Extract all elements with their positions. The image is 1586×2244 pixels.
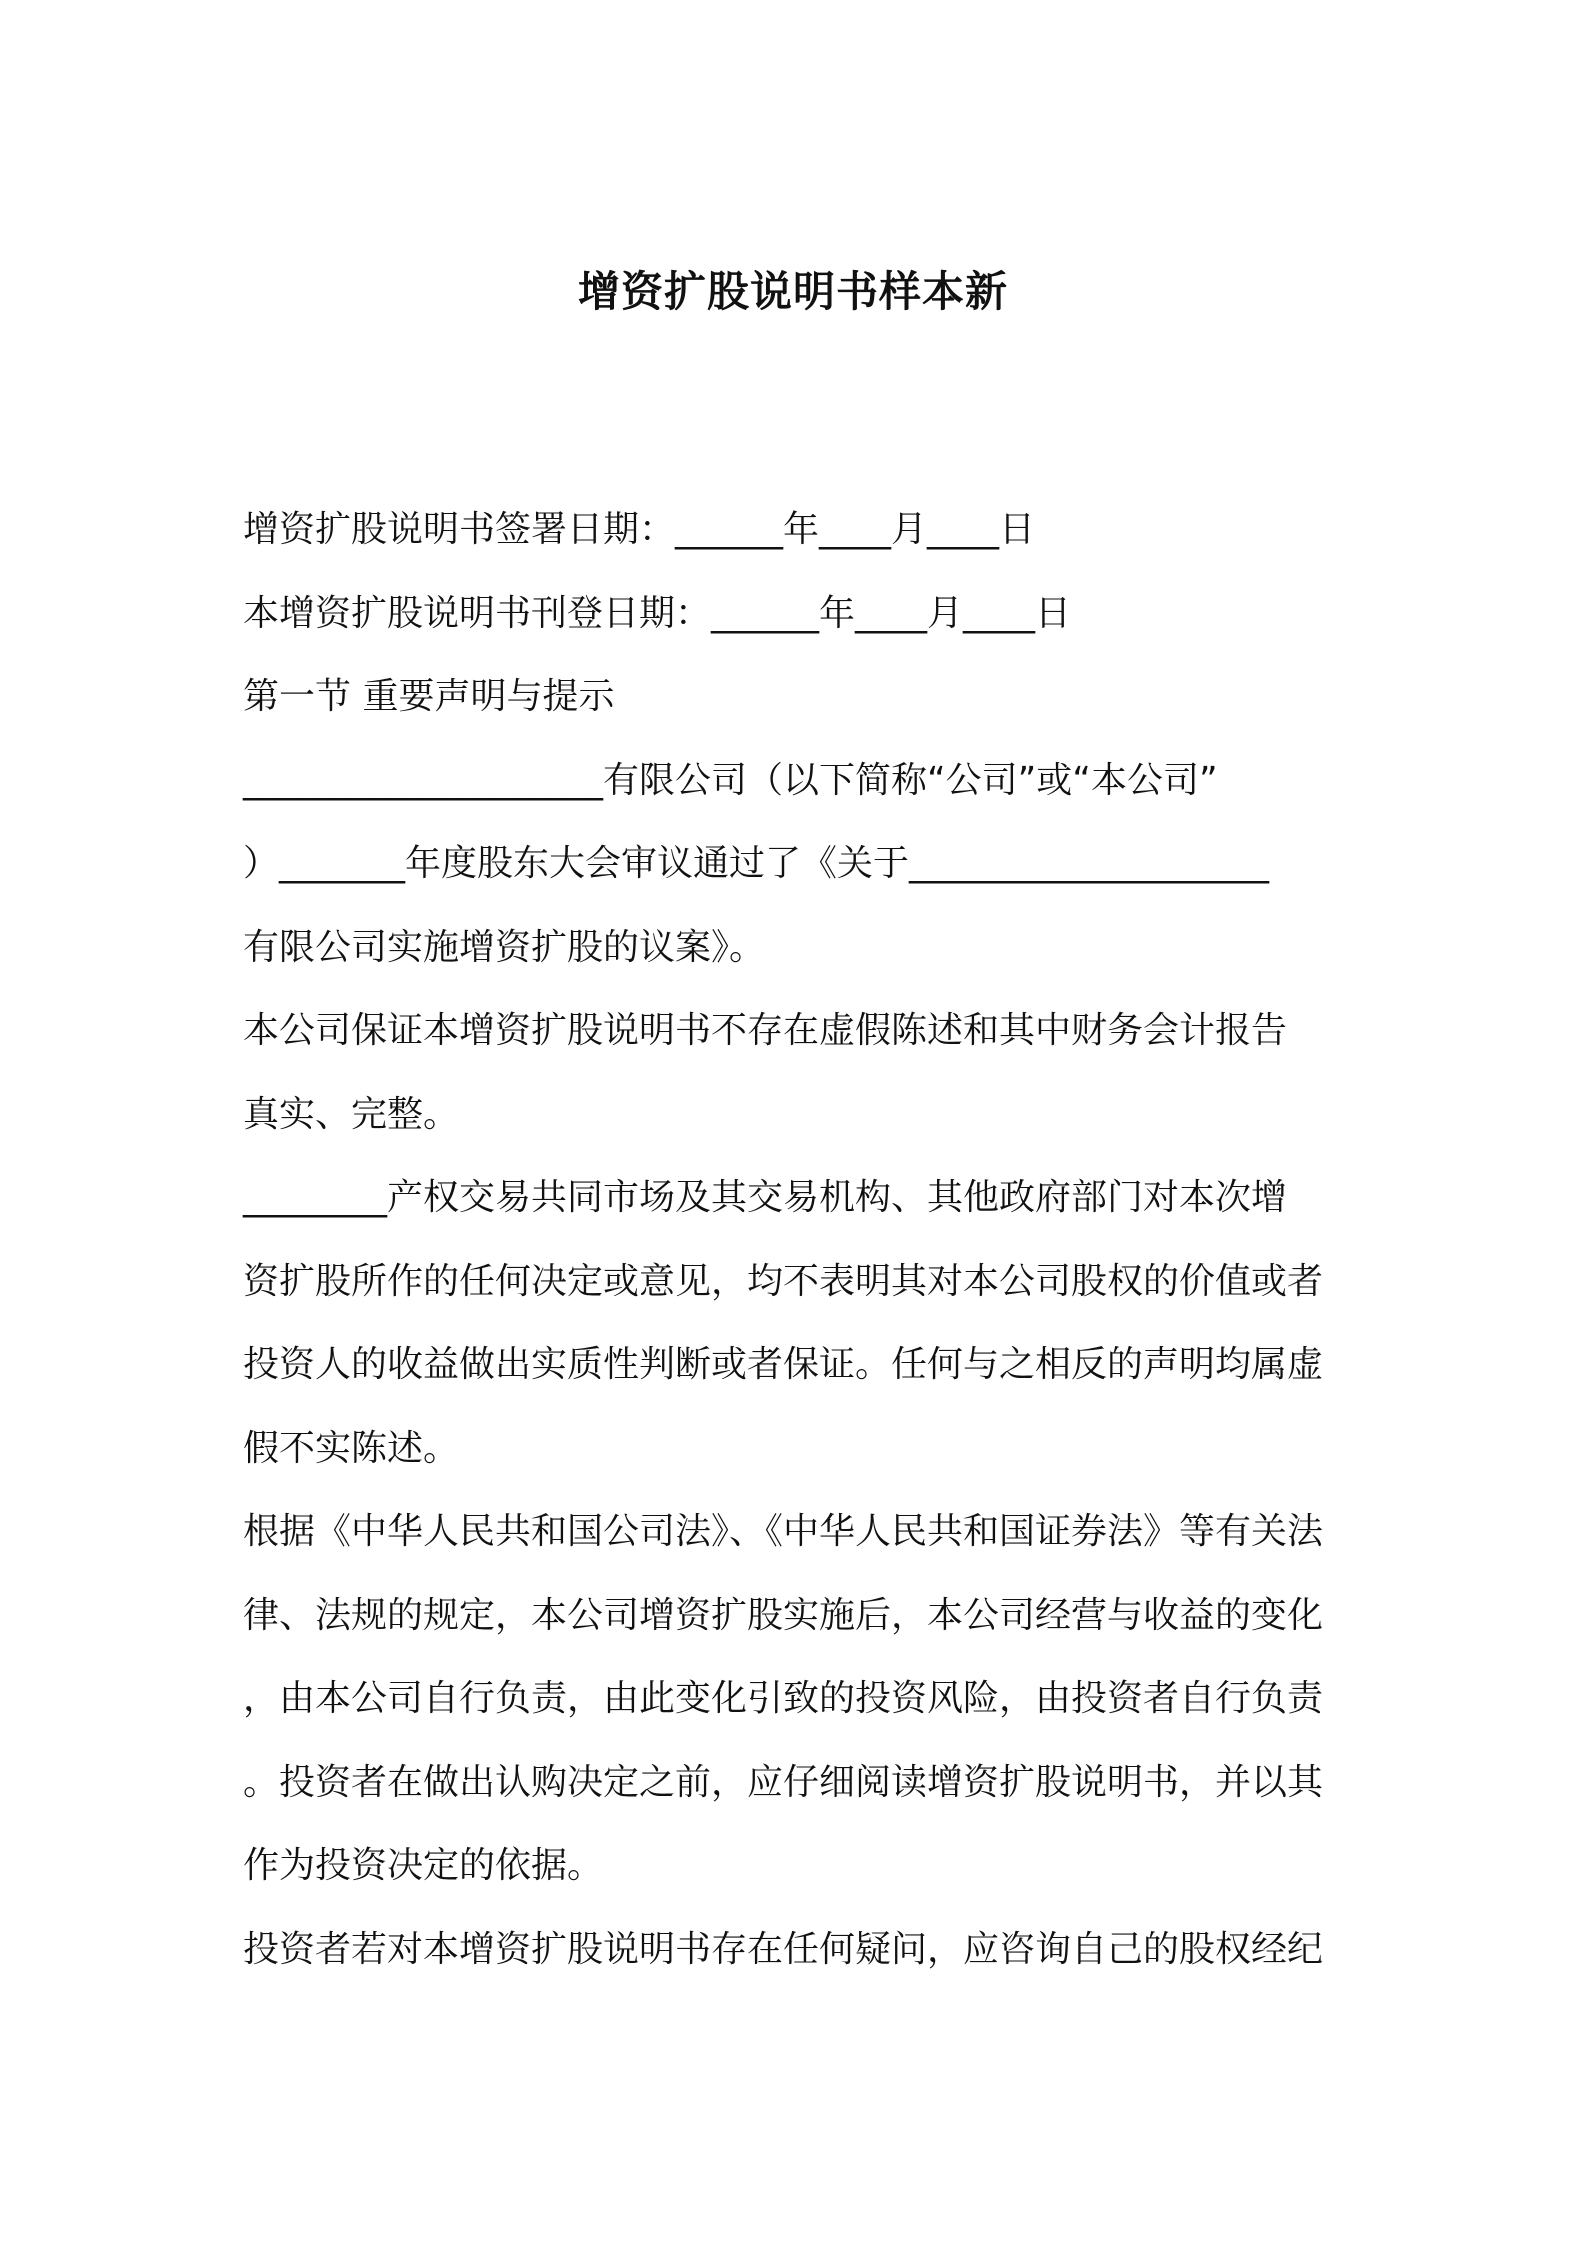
- section-heading: 第一节 重要声明与提示: [243, 676, 615, 717]
- paragraph-line: ____________________有限公司（以下简称“公司”或“本公司”: [243, 759, 1218, 801]
- paragraph-line: 律、法规的规定，本公司增资扩股实施后，本公司经营与收益的变化: [243, 1594, 1324, 1636]
- paragraph-line: 投资人的收益做出实质性判断或者保证。任何与之相反的声明均属虚: [243, 1344, 1324, 1385]
- paragraph-line: 有限公司实施增资扩股的议案》。: [243, 926, 766, 968]
- paragraph-line: ________产权交易共同市场及其交易机构、其他政府部门对本次增: [243, 1177, 1288, 1218]
- document-body: [243, 488, 1363, 1991]
- paragraph-line: ）_______年度股东大会审议通过了《关于____________________: [243, 843, 1270, 884]
- paragraph-line: 作为投资决定的依据。: [243, 1845, 604, 1886]
- paragraph-line: 根据《中华人民共和国公司法》、《中华人民共和国证券法》等有关法: [243, 1511, 1324, 1552]
- signing-date-line: 增资扩股说明书签署日期：______年____月____日: [243, 509, 1036, 550]
- paragraph-line: 本公司保证本增资扩股说明书不存在虚假陈述和其中财务会计报告: [243, 1010, 1288, 1051]
- paragraph-line: 。投资者在做出认购决定之前，应仔细阅读增资扩股说明书，并以其: [243, 1761, 1324, 1803]
- publication-date-line: 本增资扩股说明书刊登日期：______年____月____日: [243, 592, 1072, 634]
- paragraph-line: ，由本公司自行负责，由此变化引致的投资风险，由投资者自行负责: [243, 1678, 1324, 1719]
- paragraph-line: 资扩股所作的任何决定或意见，均不表明其对本公司股权的价值或者: [243, 1260, 1324, 1302]
- document-title: 增资扩股说明书样本新: [577, 267, 1008, 316]
- paragraph-line: 假不实陈述。: [243, 1427, 460, 1469]
- paragraph-line: 投资者若对本增资扩股说明书存在任何疑问，应咨询自己的股权经纪: [243, 1928, 1324, 1970]
- paragraph-line: 真实、完整。: [243, 1093, 460, 1135]
